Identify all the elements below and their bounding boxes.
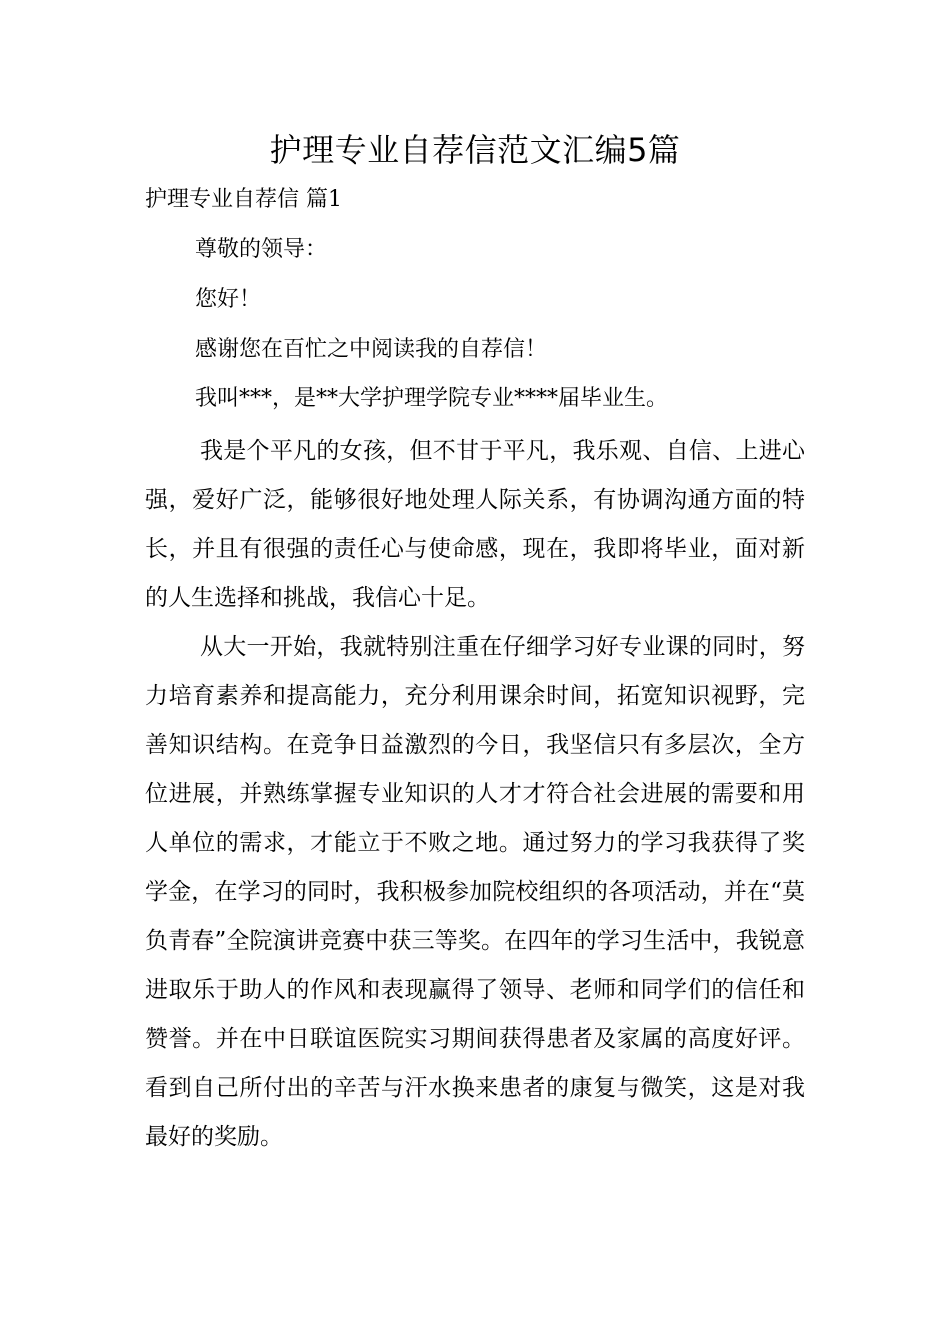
document-title: 护理专业自荐信范文汇编5篇: [269, 131, 681, 169]
body-paragraph-1: 我是个平凡的女孩，但不甘于平凡，我乐观、自信、上进心强，爱好广泛，能够很好地处理人际关系，有协调沟通方面的特长，并且有很强的责任心与使命感，现在，我即将毕业，面对新的人生选择和挑战，我信心十足。: [145, 438, 805, 611]
greeting-line: 尊敬的领导：: [195, 237, 328, 262]
intro-line: 我叫***，是**大学护理学院专业****届毕业生。: [195, 386, 669, 411]
salutation-line: 您好！: [195, 287, 262, 312]
body-paragraph-2: 从大一开始，我就特别注重在仔细学习好专业课的同时，努力培育素养和提高能力，充分利用课余时间，拓宽知识视野，完善知识结构。在竞争日益激烈的今日，我坚信只有多层次，全方位进展，并熟练掌握专业知识的人才才符合社会进展的需要和用人单位的需求，才能立于不败之地。通过努力的学习我获得了奖学金，在学习的同时，我积极参加院校组织的各项活动，并在“莫负青春”全院演讲竞赛中获三等奖。在四年的学习生活中，我锐意进取乐于助人的作风和表现赢得了领导、老师和同学们的信任和赞誉。并在中日联谊医院实习期间获得患者及家属的高度好评。看到自己所付出的辛苦与汗水换来患者的康复与微笑，这是对我最好的奖励。: [145, 634, 805, 1150]
section-heading: 护理专业自荐信 篇1: [145, 187, 342, 212]
thanks-line: 感谢您在百忙之中阅读我的自荐信！: [195, 337, 548, 362]
